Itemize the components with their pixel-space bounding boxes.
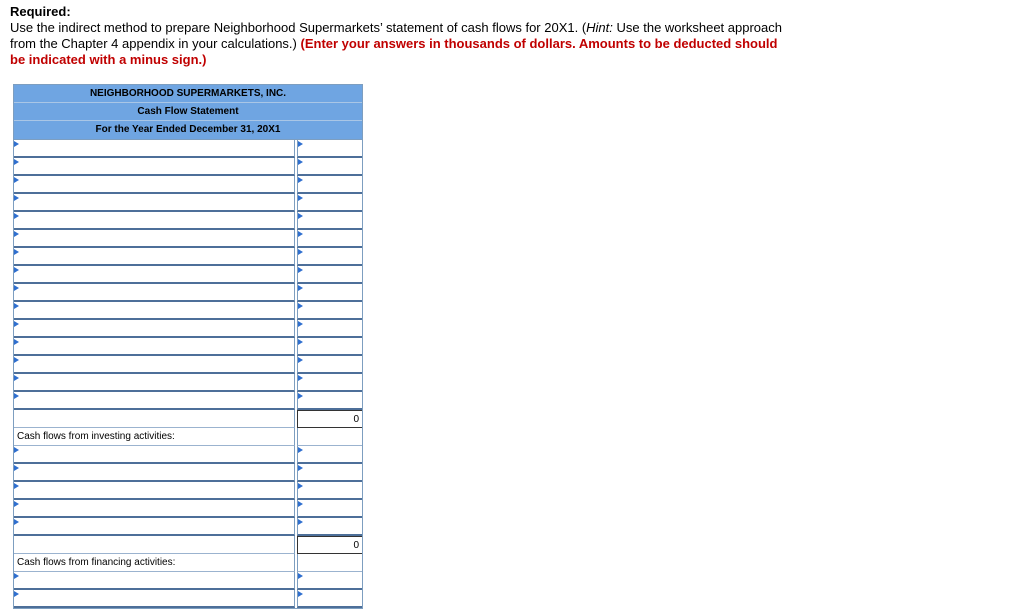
- investing-section-label: Cash flows from investing activities:: [14, 428, 295, 446]
- investing-total-value: 0: [297, 536, 362, 554]
- entry-row: [14, 518, 362, 536]
- label-input-cell[interactable]: [14, 392, 295, 410]
- label-input-cell[interactable]: [14, 194, 295, 212]
- dropdown-marker-icon: [298, 465, 303, 471]
- amount-input-cell[interactable]: [297, 518, 362, 536]
- dropdown-marker-icon: [14, 141, 19, 147]
- investing-header-amount: [297, 428, 362, 446]
- description-input[interactable]: [14, 449, 294, 465]
- amount-input-cell[interactable]: [297, 338, 362, 356]
- entry-row: [14, 482, 362, 500]
- description-input[interactable]: [14, 485, 294, 501]
- entry-row: [14, 572, 362, 590]
- dropdown-marker-icon: [14, 177, 19, 183]
- amount-input-cell[interactable]: [297, 320, 362, 338]
- dropdown-marker-icon: [14, 573, 19, 579]
- entry-row: [14, 320, 362, 338]
- financing-header-amount: [297, 554, 362, 572]
- required-label: Required:: [10, 4, 71, 19]
- dropdown-marker-icon: [298, 591, 303, 597]
- dropdown-marker-icon: [298, 501, 303, 507]
- amount-input[interactable]: [298, 377, 362, 393]
- label-input-cell[interactable]: [14, 212, 295, 230]
- amount-input[interactable]: [298, 161, 362, 177]
- dropdown-marker-icon: [14, 375, 19, 381]
- label-input-cell[interactable]: [14, 320, 295, 338]
- dropdown-marker-icon: [298, 231, 303, 237]
- label-input-cell[interactable]: [14, 482, 295, 500]
- label-input-cell[interactable]: [14, 356, 295, 374]
- amount-input-cell[interactable]: [297, 392, 362, 410]
- dropdown-marker-icon: [14, 501, 19, 507]
- dropdown-marker-icon: [14, 339, 19, 345]
- amount-input-cell[interactable]: [297, 212, 362, 230]
- label-input-cell[interactable]: [14, 518, 295, 536]
- entry-row: [14, 176, 362, 194]
- financing-rows: [14, 572, 362, 608]
- label-input-cell[interactable]: [14, 140, 295, 158]
- dropdown-marker-icon: [14, 483, 19, 489]
- investing-total-row: [14, 536, 362, 554]
- description-input[interactable]: [14, 341, 294, 357]
- operating-total-value: 0: [297, 410, 362, 428]
- dropdown-marker-icon: [298, 339, 303, 345]
- description-input[interactable]: [14, 467, 294, 483]
- amount-input[interactable]: [298, 233, 362, 249]
- operating-total-row: [14, 410, 362, 428]
- description-input[interactable]: [14, 503, 294, 519]
- financing-header-row: [14, 554, 362, 572]
- dropdown-marker-icon: [298, 357, 303, 363]
- amount-input[interactable]: [298, 287, 362, 303]
- dropdown-marker-icon: [14, 213, 19, 219]
- dropdown-marker-icon: [14, 357, 19, 363]
- entry-row: [14, 338, 362, 356]
- description-input[interactable]: [14, 359, 294, 375]
- entry-row: [14, 590, 362, 608]
- instructions-text: Use the indirect method to prepare Neighborhood Supermarkets’ statement of cash flows for 20X1. (: [10, 20, 587, 35]
- label-input-cell[interactable]: [14, 248, 295, 266]
- operating-rows: [14, 140, 362, 410]
- entry-row: [14, 446, 362, 464]
- description-input[interactable]: [14, 215, 294, 231]
- label-input-cell[interactable]: [14, 500, 295, 518]
- description-input[interactable]: [14, 251, 294, 267]
- description-input[interactable]: [14, 269, 294, 285]
- amount-input-cell[interactable]: [297, 266, 362, 284]
- amount-input[interactable]: [298, 395, 362, 411]
- description-input[interactable]: [14, 305, 294, 321]
- total-label-cell: [14, 536, 295, 554]
- dropdown-marker-icon: [298, 447, 303, 453]
- amount-input-cell[interactable]: [297, 356, 362, 374]
- amount-input-cell[interactable]: [297, 374, 362, 392]
- statement-period: For the Year Ended December 31, 20X1: [14, 121, 362, 140]
- amount-input-cell[interactable]: [297, 248, 362, 266]
- amount-input-cell[interactable]: [297, 500, 362, 518]
- label-input-cell[interactable]: [14, 230, 295, 248]
- amount-input-cell[interactable]: [297, 464, 362, 482]
- amount-input[interactable]: [298, 521, 362, 537]
- dropdown-marker-icon: [298, 519, 303, 525]
- amount-input[interactable]: [298, 341, 362, 357]
- amount-input-cell[interactable]: [297, 482, 362, 500]
- amount-input[interactable]: [298, 485, 362, 501]
- label-input-cell[interactable]: [14, 302, 295, 320]
- label-input-cell[interactable]: [14, 338, 295, 356]
- entry-row: [14, 158, 362, 176]
- amount-input-cell[interactable]: [297, 572, 362, 590]
- dropdown-marker-icon: [298, 573, 303, 579]
- description-input[interactable]: [14, 323, 294, 339]
- description-input[interactable]: [14, 197, 294, 213]
- amount-input[interactable]: [298, 503, 362, 519]
- entry-row: [14, 140, 362, 158]
- dropdown-marker-icon: [14, 231, 19, 237]
- amount-input-cell[interactable]: [297, 590, 362, 608]
- description-input[interactable]: [14, 575, 294, 591]
- entry-row: [14, 302, 362, 320]
- dropdown-marker-icon: [298, 393, 303, 399]
- amount-input-cell[interactable]: [297, 158, 362, 176]
- amount-input-cell[interactable]: [297, 446, 362, 464]
- amount-input[interactable]: [298, 179, 362, 195]
- amount-input[interactable]: [298, 251, 362, 267]
- investing-rows: [14, 446, 362, 536]
- dropdown-marker-icon: [298, 267, 303, 273]
- label-input-cell[interactable]: [14, 266, 295, 284]
- label-input-cell[interactable]: [14, 464, 295, 482]
- entry-row: [14, 212, 362, 230]
- company-name: NEIGHBORHOOD SUPERMARKETS, INC.: [14, 85, 362, 103]
- dropdown-marker-icon: [14, 447, 19, 453]
- amount-input[interactable]: [298, 143, 362, 159]
- dropdown-marker-icon: [14, 591, 19, 597]
- dropdown-marker-icon: [298, 321, 303, 327]
- dropdown-marker-icon: [298, 159, 303, 165]
- entry-row: [14, 464, 362, 482]
- description-input[interactable]: [14, 521, 294, 537]
- description-input[interactable]: [14, 143, 294, 159]
- dropdown-marker-icon: [14, 321, 19, 327]
- dropdown-marker-icon: [14, 303, 19, 309]
- entry-row: [14, 374, 362, 392]
- description-input[interactable]: [14, 179, 294, 195]
- financing-section-label: Cash flows from financing activities:: [14, 554, 295, 572]
- description-input[interactable]: [14, 593, 294, 609]
- dropdown-marker-icon: [298, 483, 303, 489]
- label-input-cell[interactable]: [14, 176, 295, 194]
- entry-row: [14, 500, 362, 518]
- amount-input-cell[interactable]: [297, 176, 362, 194]
- dropdown-marker-icon: [14, 267, 19, 273]
- amount-input[interactable]: [298, 449, 362, 465]
- entry-row: [14, 248, 362, 266]
- entry-instructions: (Enter your answers in thousands of dollars. Amounts to be deducted should be indicated with a minus sign.): [10, 36, 778, 67]
- amount-input-cell[interactable]: [297, 230, 362, 248]
- label-input-cell[interactable]: [14, 590, 295, 608]
- amount-input[interactable]: [298, 215, 362, 231]
- entry-row: [14, 194, 362, 212]
- dropdown-marker-icon: [298, 249, 303, 255]
- instructions: [10, 4, 790, 68]
- dropdown-marker-icon: [298, 177, 303, 183]
- amount-input[interactable]: [298, 197, 362, 213]
- entry-row: [14, 284, 362, 302]
- amount-input[interactable]: [298, 593, 362, 609]
- dropdown-marker-icon: [298, 375, 303, 381]
- label-input-cell[interactable]: [14, 572, 295, 590]
- entry-row: [14, 392, 362, 410]
- dropdown-marker-icon: [14, 285, 19, 291]
- amount-input[interactable]: [298, 323, 362, 339]
- description-input[interactable]: [14, 287, 294, 303]
- dropdown-marker-icon: [298, 141, 303, 147]
- description-input[interactable]: [14, 161, 294, 177]
- entry-row: [14, 356, 362, 374]
- total-label-cell: [14, 410, 295, 428]
- description-input[interactable]: [14, 395, 294, 411]
- amount-input[interactable]: [298, 467, 362, 483]
- dropdown-marker-icon: [14, 393, 19, 399]
- hint-text: Use the worksheet approach from the Chapter 4 appendix in your calculations.): [10, 20, 782, 51]
- hint-label: Hint:: [586, 20, 613, 35]
- dropdown-marker-icon: [298, 213, 303, 219]
- label-input-cell[interactable]: [14, 374, 295, 392]
- amount-input[interactable]: [298, 305, 362, 321]
- dropdown-marker-icon: [14, 159, 19, 165]
- label-input-cell[interactable]: [14, 446, 295, 464]
- investing-header-row: [14, 428, 362, 446]
- dropdown-marker-icon: [14, 519, 19, 525]
- statement-title: Cash Flow Statement: [14, 103, 362, 121]
- amount-input-cell[interactable]: [297, 194, 362, 212]
- label-input-cell[interactable]: [14, 158, 295, 176]
- amount-input[interactable]: [298, 359, 362, 375]
- dropdown-marker-icon: [14, 195, 19, 201]
- amount-input-cell[interactable]: [297, 284, 362, 302]
- dropdown-marker-icon: [298, 285, 303, 291]
- dropdown-marker-icon: [14, 249, 19, 255]
- label-input-cell[interactable]: [14, 284, 295, 302]
- dropdown-marker-icon: [298, 303, 303, 309]
- amount-input[interactable]: [298, 269, 362, 285]
- dropdown-marker-icon: [298, 195, 303, 201]
- amount-input-cell[interactable]: [297, 302, 362, 320]
- description-input[interactable]: [14, 233, 294, 249]
- entry-row: [14, 266, 362, 284]
- cash-flow-statement-table: [13, 84, 363, 609]
- amount-input[interactable]: [298, 575, 362, 591]
- description-input[interactable]: [14, 377, 294, 393]
- dropdown-marker-icon: [14, 465, 19, 471]
- amount-input-cell[interactable]: [297, 140, 362, 158]
- entry-row: [14, 230, 362, 248]
